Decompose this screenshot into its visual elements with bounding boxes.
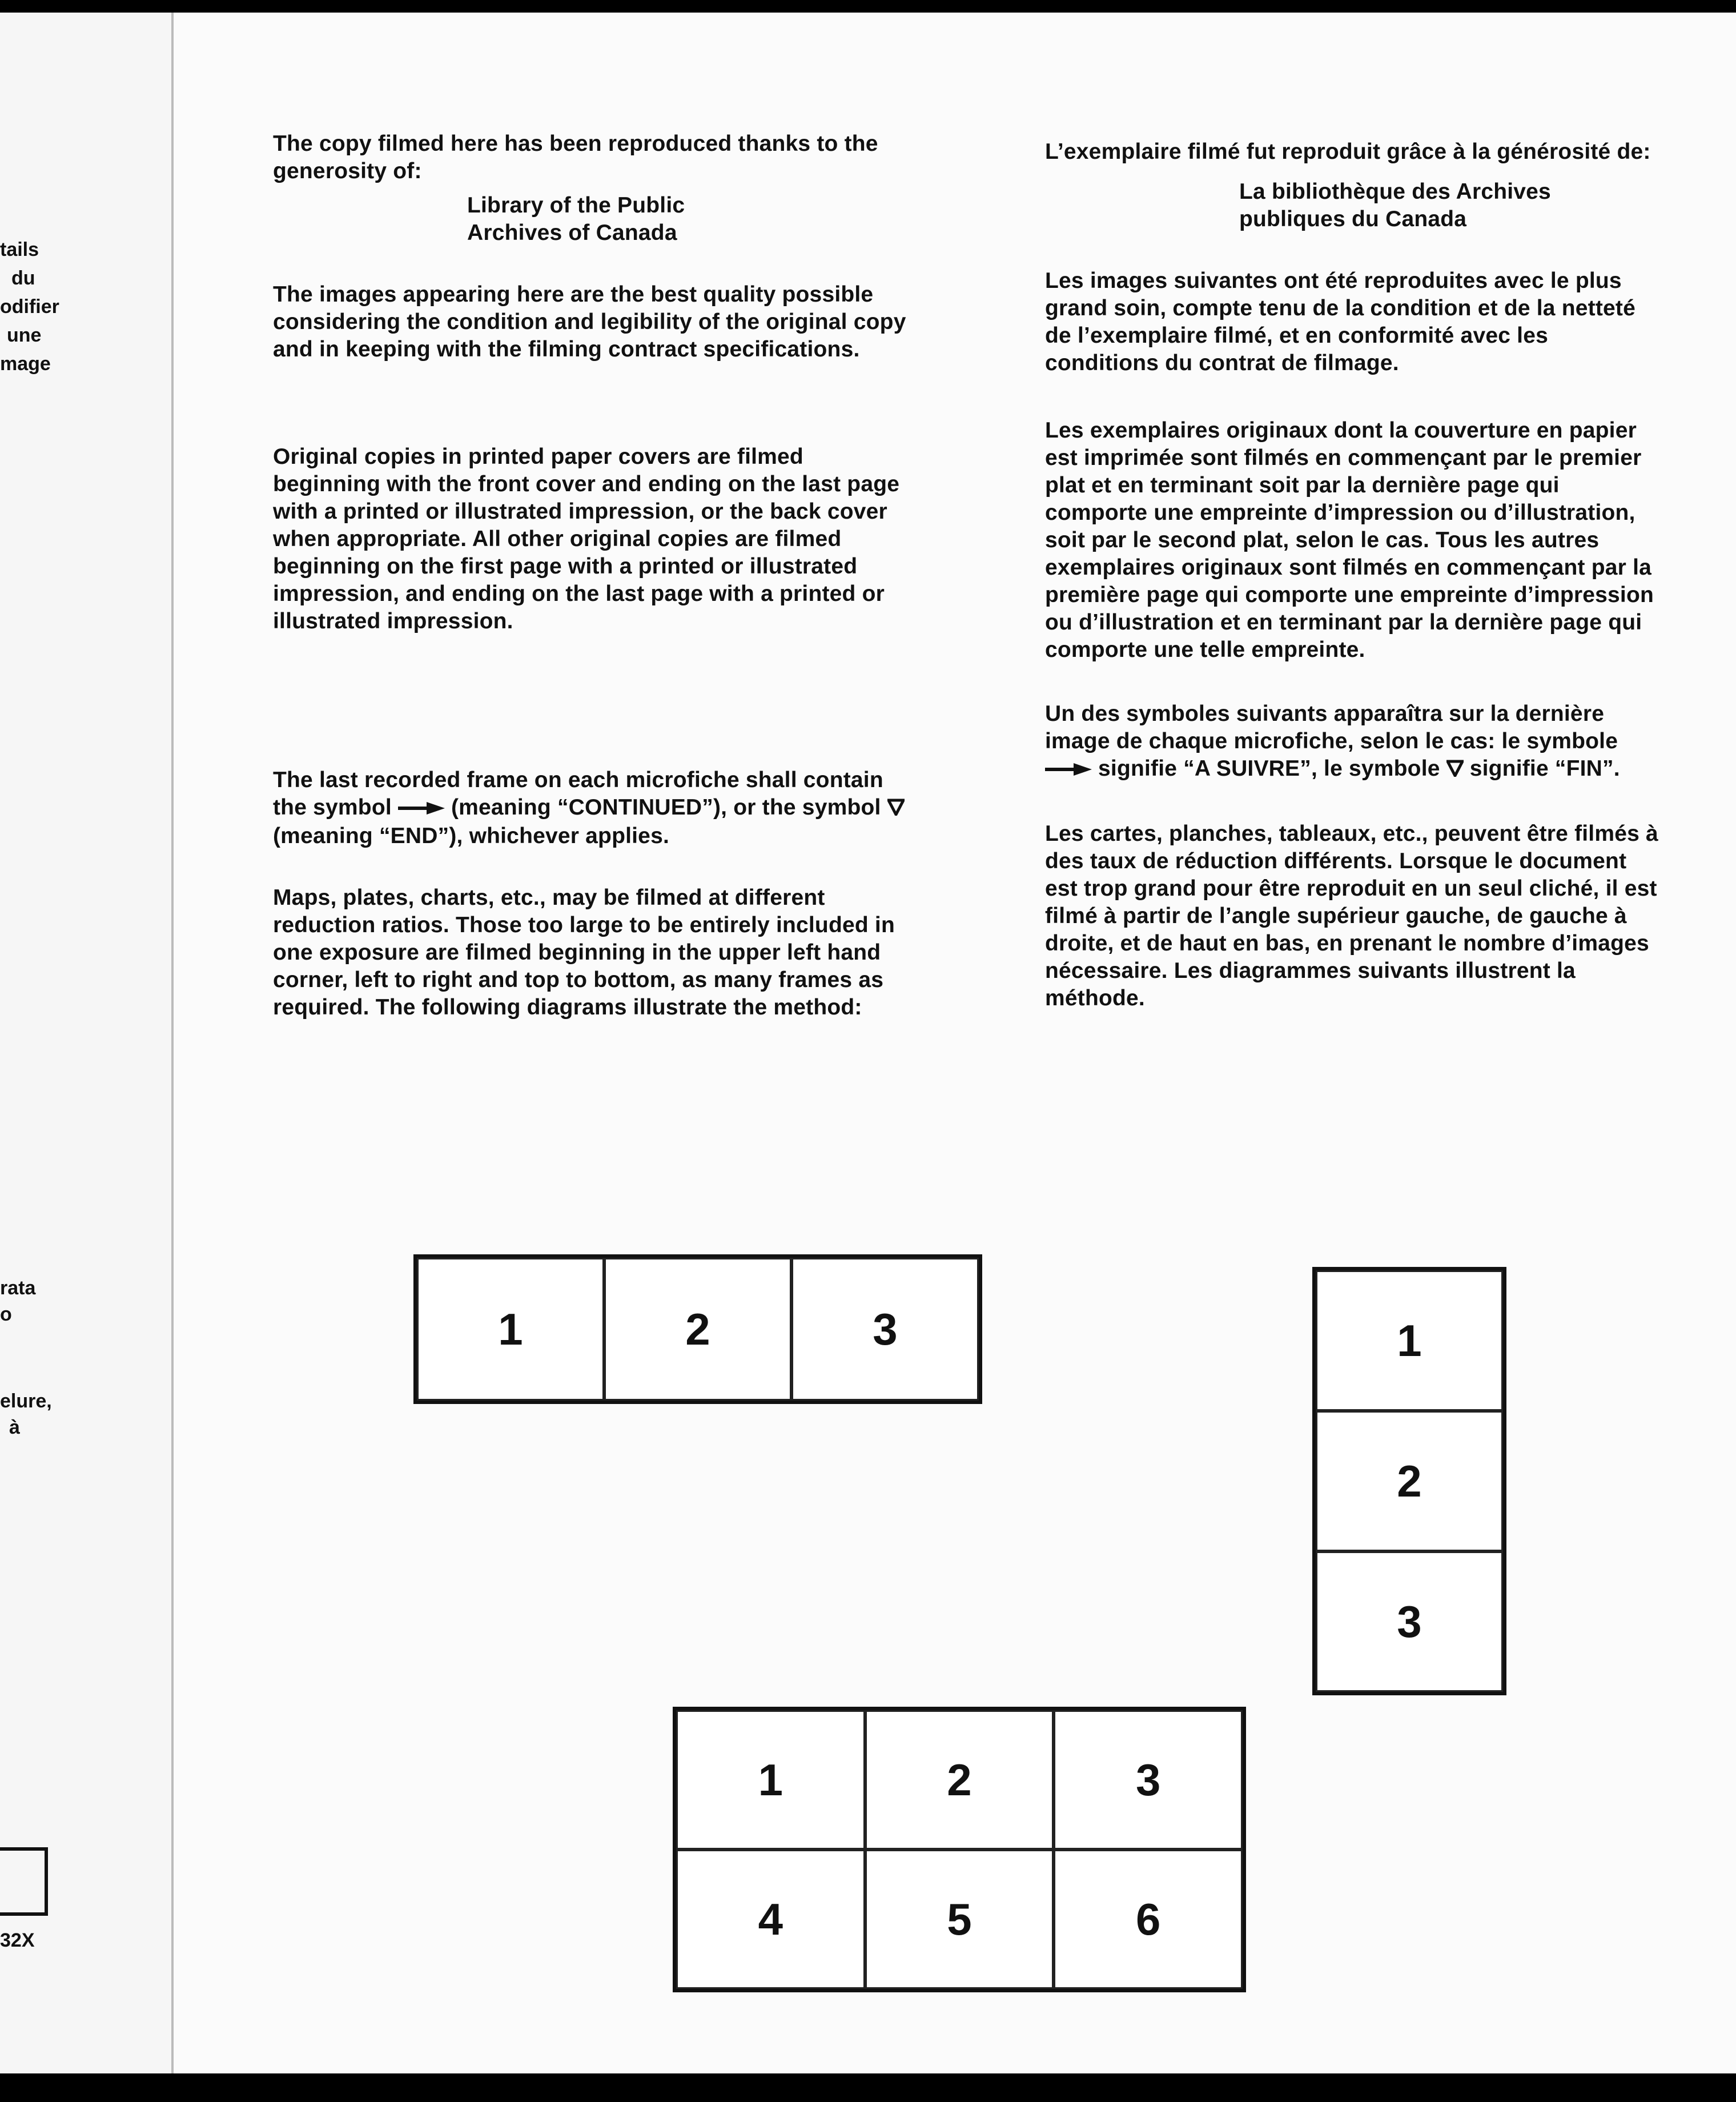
diagram-grid xyxy=(673,1707,1246,1992)
fragment-text: odifier xyxy=(0,296,59,318)
frame-cell: 6 xyxy=(1054,1850,1243,1989)
institution-line1-fr: La bibliothèque des Archives xyxy=(1239,179,1551,204)
fragment-text: du xyxy=(11,267,35,289)
maps-paragraph-en: Maps, plates, charts, etc., may be filmed at different reduction ratios. Those too large to be entirely included in one exposure are filmed beginning in the upper left hand corner, left to right and top to bottom, as many frames as required. The following diagrams illustrate the method: xyxy=(273,885,895,1020)
scan-top-border xyxy=(0,0,1736,13)
symbols-text-en-b: (meaning “CONTINUED”), or the symbol xyxy=(451,795,881,820)
quality-paragraph-en: The images appearing here are the best quality possible considering the condition and legibility of the original copy and in keeping with the filming contract specifications. xyxy=(273,282,906,362)
institution-line1-en: Library of the Public xyxy=(467,193,685,218)
frame-cell: 2 xyxy=(604,1258,791,1401)
arrow-right-icon xyxy=(398,795,445,823)
symbols-text-en-c: (meaning “END”), whichever applies. xyxy=(273,823,669,848)
reduction-box xyxy=(0,1847,48,1916)
maps-paragraph-fr: Les cartes, planches, tableaux, etc., peuvent être filmés à des taux de réduction différents. Lorsque le document est trop grand pour être reproduit en un seul cliché, il est filmé à partir de l’angle supérieur gauche, de gauche à droite, et de haut en bas, en prenant le nombre d’images nécessaire. Les diagrammes suivants illustrent la méthode. xyxy=(1045,821,1658,1010)
symbols-paragraph-en xyxy=(273,767,913,850)
page-gutter xyxy=(171,13,174,2073)
frame-cell: 2 xyxy=(1316,1411,1503,1551)
fragment-text: elure, xyxy=(0,1390,52,1412)
originals-paragraph-en: Original copies in printed paper covers are filmed beginning with the front cover and ending on the last page with a printed or illustrated impression, or the back cover when appropriate. All other original copies are filmed beginning on the first page with a printed or illustrated impression, and ending on the last page with a printed or illustrated impression. xyxy=(273,444,900,633)
fragment-text: o xyxy=(0,1303,12,1325)
fragment-text: à xyxy=(9,1417,20,1438)
fragment-text: 32X xyxy=(0,1929,35,1951)
fragment-text: mage xyxy=(0,353,51,375)
symbols-text-fr-a: Un des symboles suivants apparaîtra sur la dernière image de chaque microfiche, selon le cas: le symbole xyxy=(1045,701,1618,753)
frame-cell: 1 xyxy=(676,1710,865,1850)
fragment-text: rata xyxy=(0,1277,36,1299)
originals-paragraph-fr: Les exemplaires originaux dont la couverture en papier est imprimée sont filmés en commençant par le premier plat et en terminant soit par la dernière page qui comporte une empreinte d’impression ou d’illustration, soit par le second plat, selon le cas. Tous les autres exemplaires originaux sont filmés en commençant par la première page qui comporte une empreinte d’impression ou d’illustration et en terminant par la dernière page qui comporte une telle empreinte. xyxy=(1045,418,1654,662)
frame-cell: 3 xyxy=(1316,1551,1503,1692)
frame-cell: 1 xyxy=(1316,1270,1503,1411)
english-column xyxy=(273,130,913,1021)
frame-cell: 2 xyxy=(865,1710,1054,1850)
french-column xyxy=(1045,138,1662,1012)
fragment-text: tails xyxy=(0,239,39,260)
fragment-text: une xyxy=(7,324,42,346)
frame-cell: 3 xyxy=(791,1258,979,1401)
scan-bottom-border xyxy=(0,2073,1736,2102)
triangle-down-icon xyxy=(1446,756,1464,784)
diagram-horizontal xyxy=(413,1254,982,1404)
symbols-text-fr-c: signifie “FIN”. xyxy=(1469,756,1620,781)
triangle-down-icon xyxy=(887,795,905,823)
thanks-intro-fr: L’exemplaire filmé fut reproduit grâce à la générosité de: xyxy=(1045,139,1651,164)
symbols-paragraph-fr xyxy=(1045,700,1662,784)
symbols-text-fr-b: signifie “A SUIVRE”, le symbole xyxy=(1098,756,1440,781)
institution-line2-en: Archives of Canada xyxy=(467,220,677,245)
frame-cell: 5 xyxy=(865,1850,1054,1989)
symbols-text-en-a: The last recorded frame on each microfiche shall contain the symbol xyxy=(273,768,883,820)
adjacent-page-strip xyxy=(0,13,171,2073)
frame-cell: 1 xyxy=(417,1258,604,1401)
thanks-intro-en: The copy filmed here has been reproduced thanks to the generosity of: xyxy=(273,131,878,183)
arrow-right-icon xyxy=(1045,756,1092,784)
frame-cell: 4 xyxy=(676,1850,865,1989)
diagram-vertical xyxy=(1312,1267,1506,1695)
frame-cell: 3 xyxy=(1054,1710,1243,1850)
institution-line2-fr: publiques du Canada xyxy=(1239,207,1467,231)
quality-paragraph-fr: Les images suivantes ont été reproduites avec le plus grand soin, compte tenu de la condition et de la netteté de l’exemplaire filmé, et en conformité avec les conditions du contrat de filmage. xyxy=(1045,268,1635,375)
